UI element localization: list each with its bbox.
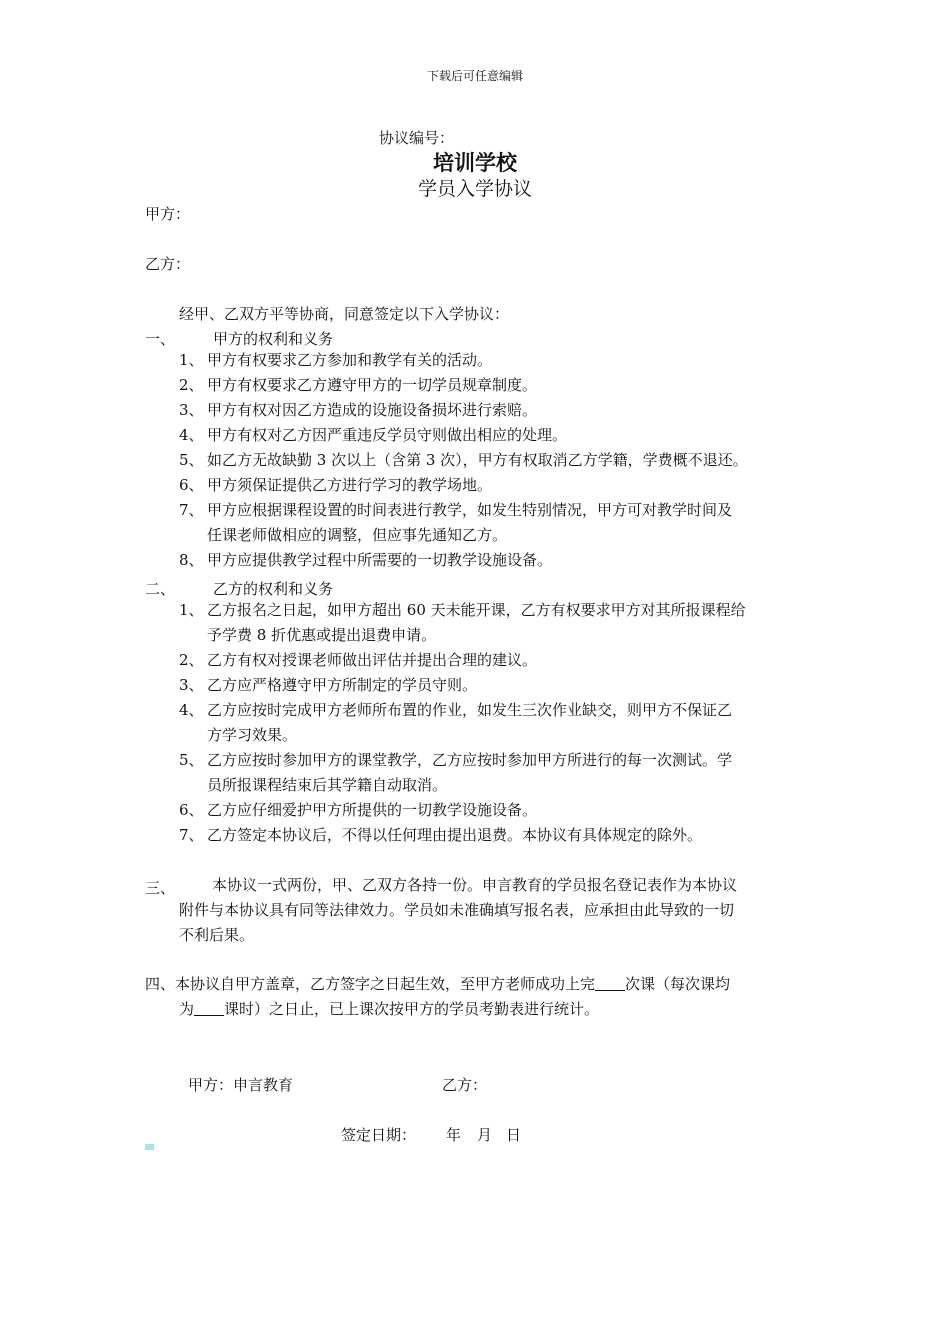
- hours-per-lesson-blank: [194, 999, 224, 1016]
- document-subtitle: 学员入学协议: [417, 178, 532, 200]
- section2-item-text: 方学习效果。: [207, 726, 298, 744]
- signature-party-b: 乙方：: [442, 1076, 488, 1094]
- section1-item-text: 甲方应根据课程设置的时间表进行教学，如发生特别情况，甲方可对教学时间及: [207, 501, 733, 519]
- section1-item-number: 5、: [179, 451, 204, 469]
- section4-text: 课时）之日止，已上课次按甲方的学员考勤表进行统计。: [224, 1000, 600, 1018]
- section3-line: 本协议一式两份，甲、乙双方各持一份。申言教育的学员报名登记表作为本协议: [212, 876, 738, 894]
- party-a-label: 甲方：: [145, 205, 191, 223]
- section2-item-text: 乙方报名之日起，如甲方超出 60 天未能开课，乙方有权要求甲方对其所报课程给: [207, 601, 746, 619]
- section2-item-number: 2、: [179, 651, 204, 669]
- section2-item-number: 3、: [179, 676, 204, 694]
- section2-item-text: 乙方应严格遵守甲方所制定的学员守则。: [207, 676, 478, 694]
- signing-date-label: 签定日期：: [341, 1126, 417, 1144]
- date-day: 日: [506, 1126, 522, 1144]
- intro-text: 经甲、乙双方平等协商，同意签定以下入学协议：: [179, 305, 510, 323]
- section2-item-number: 5、: [179, 751, 204, 769]
- section2-item-text: 乙方应按时参加甲方的课堂教学，乙方应按时参加甲方所进行的每一次测试。学: [207, 751, 733, 769]
- section1-item-number: 3、: [179, 401, 204, 419]
- section1-item-text: 任课老师做相应的调整，但应事先通知乙方。: [207, 526, 508, 544]
- section1-item-text: 甲方有权对因乙方造成的设施设备损坏进行索赔。: [207, 401, 538, 419]
- section1-item-text: 甲方有权对乙方因严重违反学员守则做出相应的处理。: [207, 426, 568, 444]
- section4-line1: [145, 972, 730, 997]
- section4-line2: [179, 997, 599, 1022]
- section2-item-text: 乙方签定本协议后，不得以任何理由提出退费。本协议有具体规定的除外。: [207, 826, 703, 844]
- section1-item-text: 如乙方无故缺勤 3 次以上（含第 3 次），甲方有权取消乙方学籍，学费概不退还。: [207, 451, 748, 469]
- section1-item-text: 甲方有权要求乙方参加和教学有关的活动。: [207, 351, 493, 369]
- section2-item-text: 员所报课程结束后其学籍自动取消。: [207, 776, 448, 794]
- section2-item-text: 乙方有权对授课老师做出评估并提出合理的建议。: [207, 651, 538, 669]
- party-b-label: 乙方：: [145, 255, 191, 273]
- section1-item-number: 7、: [179, 501, 204, 519]
- section2-title: 乙方的权利和义务: [213, 580, 334, 598]
- section3-line: 附件与本协议具有同等法律效力。学员如未准确填写报名表，应承担由此导致的一切: [179, 901, 735, 919]
- section1-number: 一、: [145, 330, 176, 348]
- agreement-number-label: 协议编号：: [379, 129, 455, 147]
- section1-item-text: 甲方须保证提供乙方进行学习的教学场地。: [207, 476, 493, 494]
- section3-number: 三、: [145, 879, 176, 897]
- header-note: 下载后可任意编辑: [426, 69, 523, 83]
- section1-item-number: 6、: [179, 476, 204, 494]
- signature-party-a: 甲方：申言教育: [188, 1076, 294, 1094]
- section1-item-number: 4、: [179, 426, 204, 444]
- section2-item-text: 乙方应仔细爱护甲方所提供的一切教学设施设备。: [207, 801, 538, 819]
- section2-item-number: 1、: [179, 601, 204, 619]
- date-month: 月: [477, 1126, 493, 1144]
- section1-title: 甲方的权利和义务: [213, 330, 334, 348]
- lesson-count-blank: [595, 974, 625, 991]
- cyan-marker: [145, 1144, 154, 1150]
- section3-line: 不利后果。: [179, 926, 255, 944]
- section4-text: 四、本协议自甲方盖章，乙方签字之日起生效，至甲方老师成功上完: [145, 975, 596, 993]
- section1-item-number: 8、: [179, 551, 204, 569]
- date-year: 年: [446, 1126, 462, 1144]
- section1-item-text: 甲方有权要求乙方遵守甲方的一切学员规章制度。: [207, 376, 538, 394]
- section2-number: 二、: [145, 580, 176, 598]
- section2-item-number: 7、: [179, 826, 204, 844]
- section4-text: 次课（每次课均: [625, 975, 731, 993]
- section2-item-text: 予学费 8 折优惠或提出退费申请。: [207, 626, 437, 644]
- section1-item-text: 甲方应提供教学过程中所需要的一切教学设施设备。: [207, 551, 553, 569]
- document-title: 培训学校: [433, 151, 517, 175]
- section4-text: 为: [179, 1000, 195, 1018]
- section2-item-number: 6、: [179, 801, 204, 819]
- section1-item-number: 2、: [179, 376, 204, 394]
- section2-item-number: 4、: [179, 701, 204, 719]
- section1-item-number: 1、: [179, 351, 204, 369]
- section2-item-text: 乙方应按时完成甲方老师所布置的作业，如发生三次作业缺交，则甲方不保证乙: [207, 701, 733, 719]
